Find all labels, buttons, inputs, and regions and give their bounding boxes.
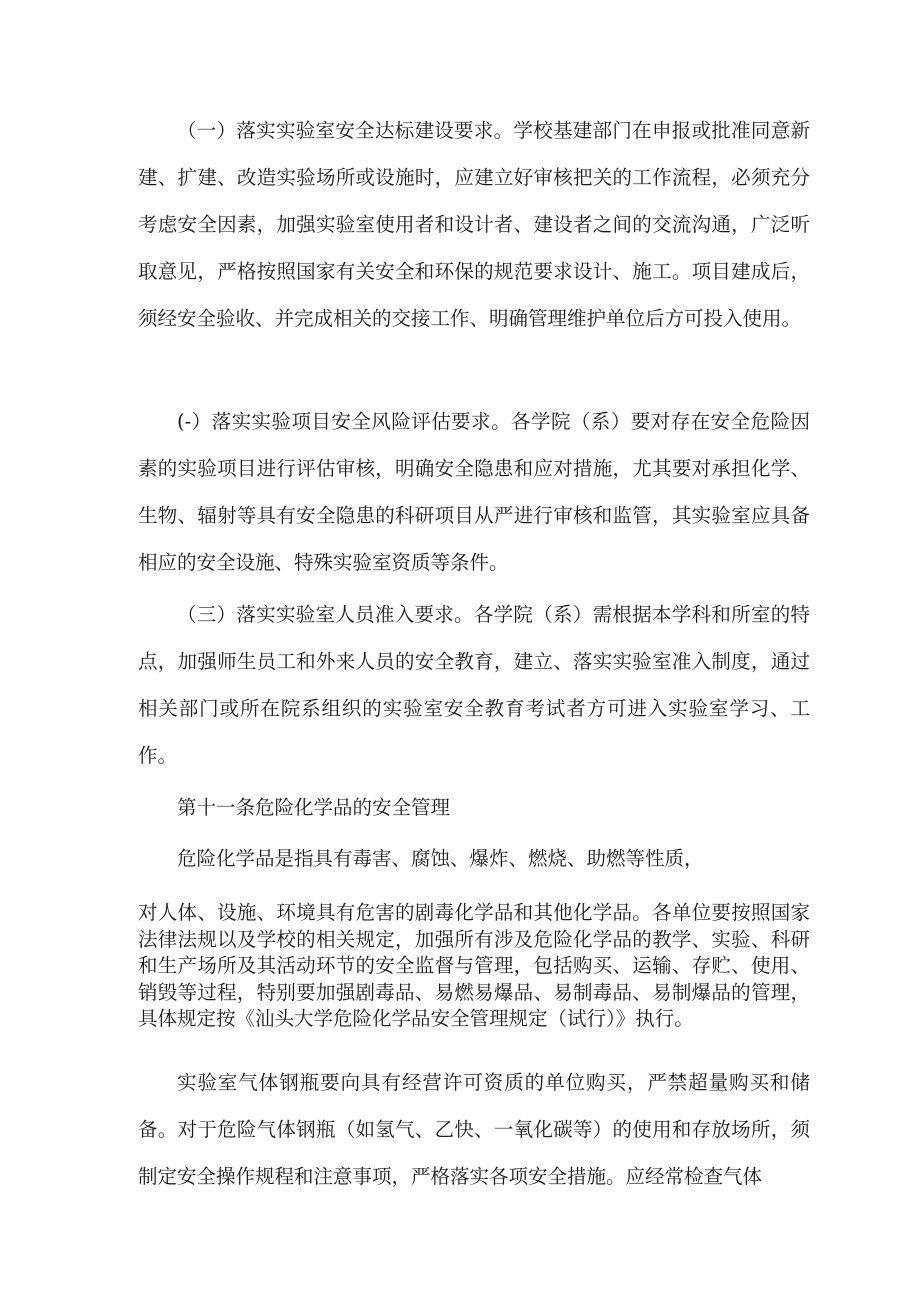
paragraph-lab-construction-requirements: （一）落实实验室安全达标建设要求。学校基建部门在申报或批准同意新建、扩建、改造实验场所或设施时，应建立好审核把关的工作流程，必须充分考虑安全因素，加强实验室使用者和设计者、建设者之间的交流沟通，广泛听取意见，严格按照国家有关安全和环保的规范要求设计、施工。项目建成后，须经安全验收、并完成相关的交接工作、明确管理维护单位后方可投入使用。 <box>138 119 810 330</box>
paragraph-risk-assessment-requirements: (-）落实实验项目安全风险评估要求。各学院（系）要对存在安全危险因素的实验项目进行评估审核，明确安全隐患和应对措施，尤其要对承担化学、生物、辐射等具有安全隐患的科研项目从严进行审核和监管，其实验室应具备相应的安全设施、特殊实验室资质等条件。 <box>138 410 810 574</box>
article-heading: 第十一条危险化学品的安全管理 <box>177 796 451 819</box>
paragraph-hazardous-chemicals-management: 对人体、设施、环境具有危害的剧毒化学品和其他化学品。各单位要按照国家法律法规以及学校的相关规定，加强所有涉及危险化学品的教学、实验、科研和生产场所及其活动环节的安全监督与管理，包括购买、运输、存贮、使用、销毁等过程，特别要加强剧毒品、易燃易爆品、易制毒品、易制爆品的管理，具体规定按《汕头大学危险化学品安全管理规定（试行）》执行。 <box>138 901 810 1030</box>
paragraph-personnel-access-requirements: （三）落实实验室人员准入要求。各学院（系）需根据本学科和所室的特点，加强师生员工和外来人员的安全教育，建立、落实实验室准入制度，通过相关部门或所在院系组织的实验室安全教育考试者方可进入实验室学习、工作。 <box>138 603 810 767</box>
paragraph-gas-cylinders: 实验室气体钢瓶要向具有经营许可资质的单位购买，严禁超量购买和储备。对于危险气体钢瓶（如氢气、乙快、一氧化碳等）的使用和存放场所，须制定安全操作规程和注意事项，严格落实各项安全措施。应经常检查气体 <box>138 1071 810 1188</box>
paragraph-hazardous-chemicals-definition: 危险化学品是指具有毒害、腐蚀、爆炸、燃烧、助燃等性质， <box>177 847 704 870</box>
